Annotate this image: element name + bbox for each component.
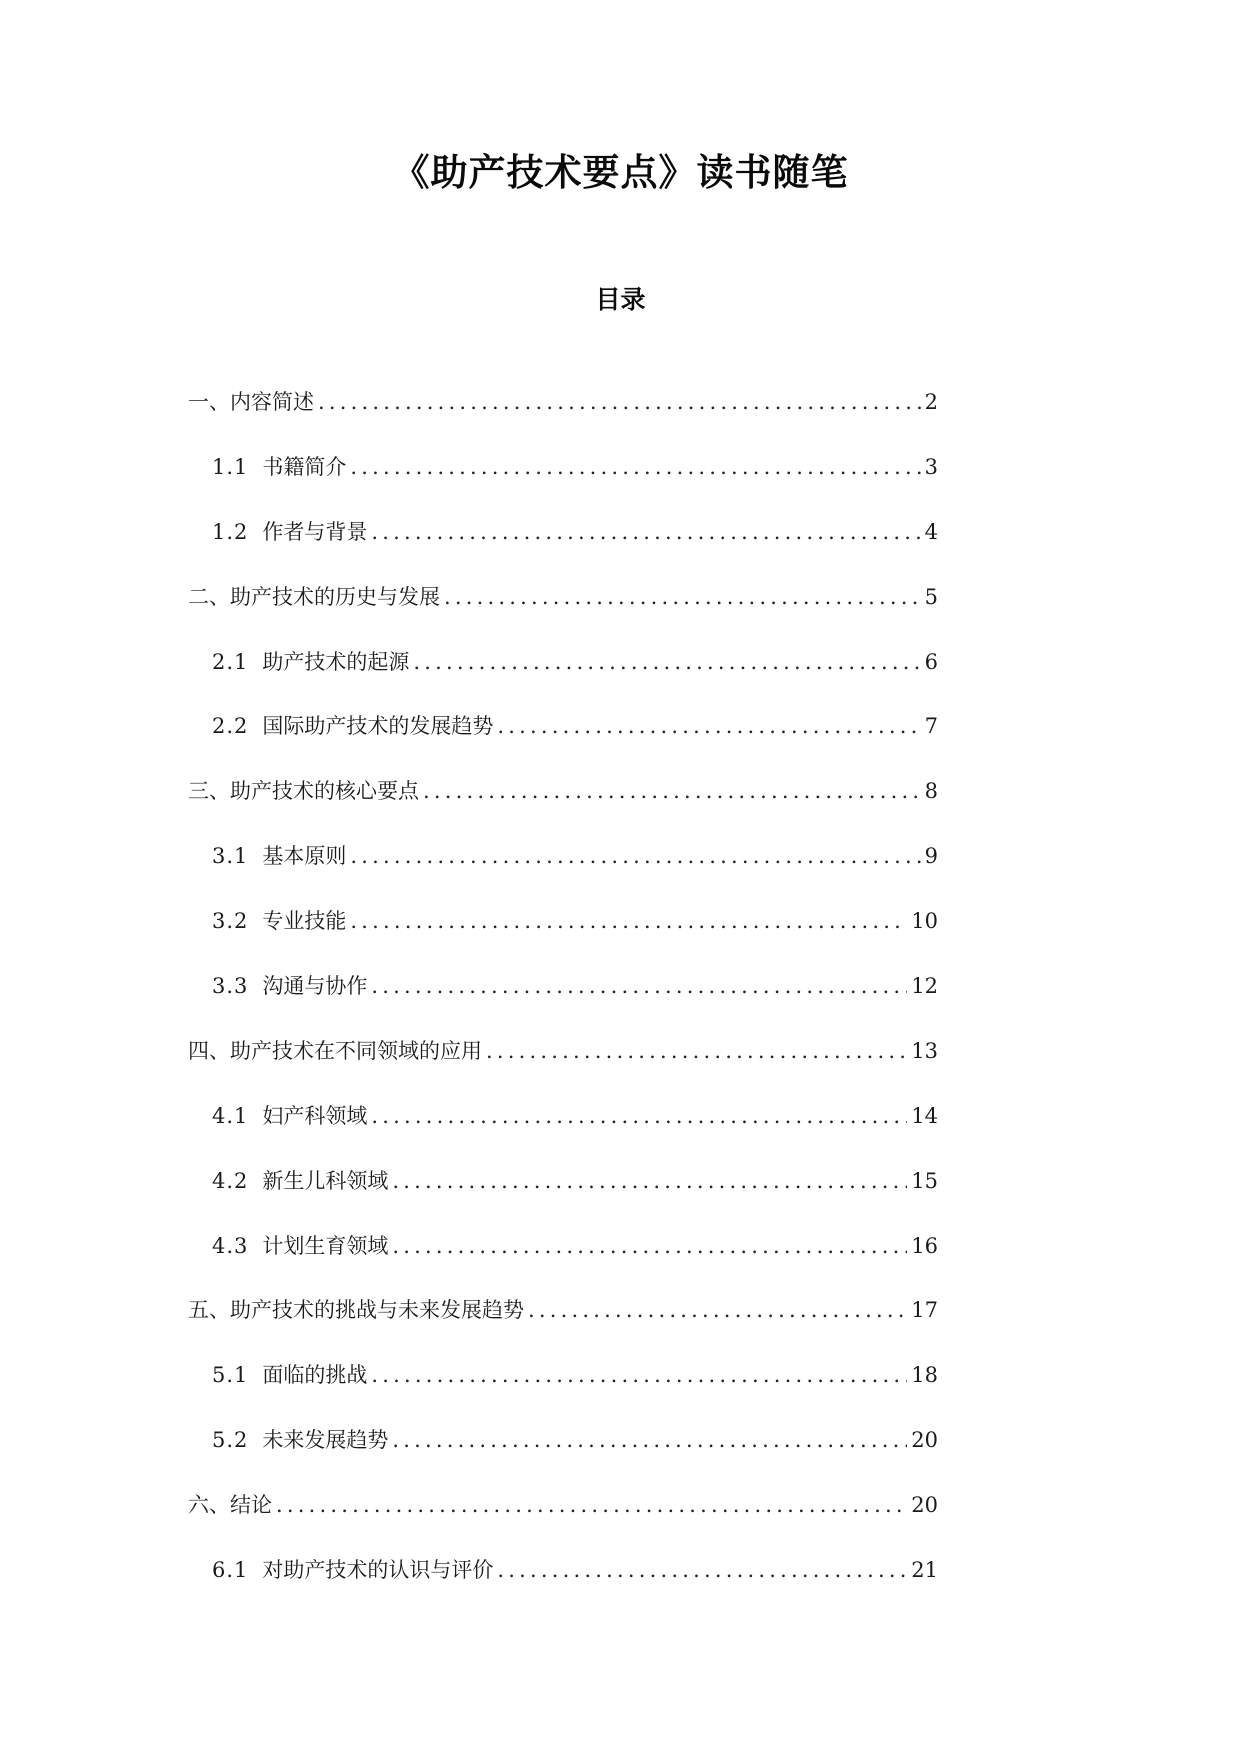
toc-dot-leader bbox=[423, 773, 921, 809]
toc-page-number: 2 bbox=[924, 390, 938, 414]
document-title: 《助产技术要点》读书随笔 bbox=[392, 151, 849, 194]
toc-dot-leader bbox=[392, 1163, 907, 1199]
toc-entry-text: 对助产技术的认识与评价 bbox=[262, 1558, 494, 1583]
toc-entry[interactable] bbox=[188, 1033, 948, 1098]
toc-page-number: 21 bbox=[911, 1558, 938, 1583]
toc-entry-text: 妇产科领域 bbox=[262, 1103, 368, 1128]
toc-entry[interactable] bbox=[188, 773, 948, 838]
toc-section-number: 3.3 bbox=[212, 974, 249, 999]
toc-entry-text: 一、内容简述 bbox=[188, 390, 314, 414]
toc-dot-leader bbox=[486, 1033, 907, 1069]
toc-page-number: 4 bbox=[924, 519, 938, 544]
toc-page-number: 5 bbox=[924, 584, 938, 609]
toc-entry-text: 新生儿科领域 bbox=[262, 1168, 389, 1193]
toc-page-number: 3 bbox=[924, 454, 938, 479]
toc-entry-text: 五、助产技术的挑战与未来发展趋势 bbox=[188, 1298, 524, 1323]
toc-entry[interactable] bbox=[188, 1422, 948, 1487]
toc-heading: 目录 bbox=[595, 285, 646, 314]
toc-entry-text: 书籍简介 bbox=[262, 454, 347, 479]
toc-dot-leader bbox=[444, 579, 921, 615]
toc-page-number: 20 bbox=[911, 1428, 938, 1453]
toc-page-number: 10 bbox=[911, 909, 938, 934]
toc-dot-leader bbox=[392, 1228, 907, 1264]
toc-dot-leader bbox=[371, 968, 907, 1004]
toc-entry-text: 专业技能 bbox=[262, 909, 347, 934]
toc-page-number: 18 bbox=[911, 1363, 938, 1388]
toc-entry[interactable] bbox=[188, 1552, 948, 1617]
toc-dot-leader bbox=[413, 644, 920, 680]
toc-dot-leader bbox=[350, 903, 907, 939]
toc-page-number: 13 bbox=[911, 1038, 938, 1063]
toc-dot-leader bbox=[276, 1487, 907, 1523]
toc-page-number: 20 bbox=[911, 1493, 938, 1518]
toc-page-number: 6 bbox=[924, 649, 938, 674]
toc-dot-leader bbox=[497, 708, 920, 744]
toc-page-number: 17 bbox=[911, 1298, 938, 1323]
table-of-contents bbox=[188, 384, 948, 1617]
toc-section-number: 5.1 bbox=[212, 1363, 249, 1388]
toc-entry[interactable] bbox=[188, 1163, 948, 1228]
toc-entry[interactable] bbox=[188, 1487, 948, 1552]
toc-section-number: 4.3 bbox=[212, 1233, 249, 1258]
toc-dot-leader bbox=[371, 514, 920, 550]
toc-entry[interactable] bbox=[188, 449, 948, 514]
toc-page-number: 15 bbox=[911, 1168, 938, 1193]
toc-entry[interactable] bbox=[188, 903, 948, 968]
toc-dot-leader bbox=[350, 449, 920, 485]
toc-entry-text: 助产技术的起源 bbox=[262, 649, 410, 674]
toc-section-number: 5.2 bbox=[212, 1428, 249, 1453]
toc-page-number: 12 bbox=[911, 974, 938, 999]
toc-entry[interactable] bbox=[188, 644, 948, 709]
toc-entry-text: 国际助产技术的发展趋势 bbox=[262, 714, 494, 739]
toc-entry-text: 六、结论 bbox=[188, 1493, 272, 1518]
toc-entry-text: 计划生育领域 bbox=[262, 1233, 389, 1258]
toc-entry[interactable] bbox=[188, 1098, 948, 1163]
toc-section-number: 2.2 bbox=[212, 714, 249, 739]
toc-section-number: 4.1 bbox=[212, 1103, 249, 1128]
toc-section-number: 3.2 bbox=[212, 909, 249, 934]
toc-dot-leader bbox=[528, 1292, 907, 1328]
toc-page-number: 14 bbox=[911, 1103, 938, 1128]
toc-entry-text: 二、助产技术的历史与发展 bbox=[188, 584, 440, 609]
toc-entry[interactable] bbox=[188, 384, 948, 449]
toc-entry[interactable] bbox=[188, 1228, 948, 1293]
toc-dot-leader bbox=[318, 384, 921, 420]
toc-entry-text: 未来发展趋势 bbox=[262, 1428, 389, 1453]
toc-section-number: 3.1 bbox=[212, 844, 249, 869]
toc-section-number: 1.1 bbox=[212, 454, 249, 479]
toc-entry-text: 四、助产技术在不同领域的应用 bbox=[188, 1038, 482, 1063]
toc-entry[interactable] bbox=[188, 1292, 948, 1357]
toc-dot-leader bbox=[371, 1357, 907, 1393]
toc-section-number: 4.2 bbox=[212, 1168, 249, 1193]
toc-section-number: 1.2 bbox=[212, 519, 249, 544]
toc-page-number: 16 bbox=[911, 1233, 938, 1258]
toc-entry[interactable] bbox=[188, 968, 948, 1033]
toc-page-number: 9 bbox=[924, 844, 938, 869]
toc-entry-text: 作者与背景 bbox=[262, 519, 368, 544]
toc-dot-leader bbox=[497, 1552, 907, 1588]
toc-entry[interactable] bbox=[188, 579, 948, 644]
toc-entry-text: 面临的挑战 bbox=[262, 1363, 368, 1388]
toc-page-number: 8 bbox=[924, 779, 938, 804]
toc-dot-leader bbox=[392, 1422, 907, 1458]
toc-entry-text: 三、助产技术的核心要点 bbox=[188, 779, 419, 804]
toc-entry[interactable] bbox=[188, 514, 948, 579]
toc-section-number: 6.1 bbox=[212, 1558, 249, 1583]
toc-entry[interactable] bbox=[188, 1357, 948, 1422]
toc-page-number: 7 bbox=[924, 714, 938, 739]
toc-entry-text: 沟通与协作 bbox=[262, 974, 368, 999]
toc-section-number: 2.1 bbox=[212, 649, 249, 674]
toc-entry[interactable] bbox=[188, 838, 948, 903]
toc-dot-leader bbox=[371, 1098, 907, 1134]
toc-entry[interactable] bbox=[188, 708, 948, 773]
toc-dot-leader bbox=[350, 838, 920, 874]
toc-entry-text: 基本原则 bbox=[262, 844, 347, 869]
